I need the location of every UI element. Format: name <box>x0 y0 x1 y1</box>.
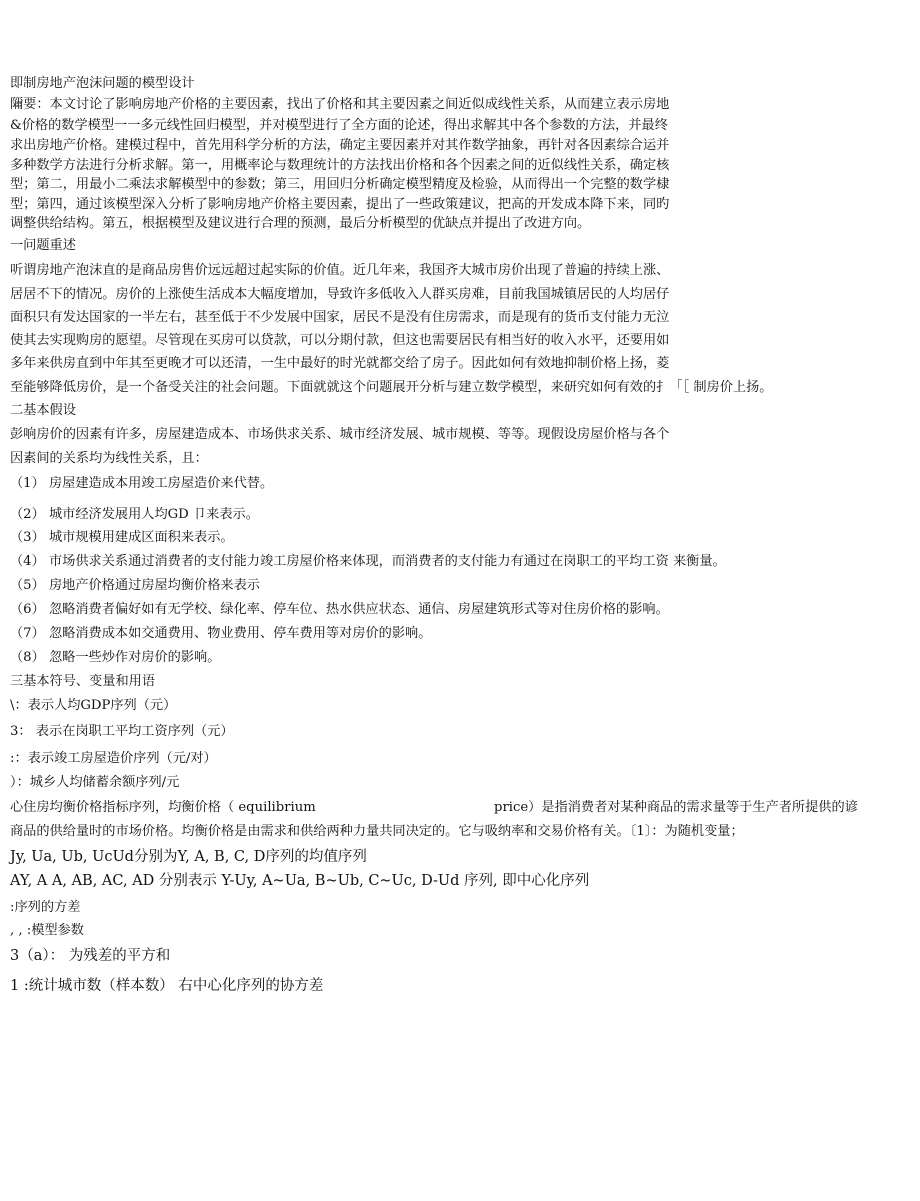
body-line: 面积只有发达国家的一半左右，甚至低于不少发展中国家，居民不是没有住房需求，而是现有的货币支付能力无泣 <box>10 310 670 325</box>
list-item: （6） 忽略消费者偏好如有无学校、绿化率、停车位、热水供应状态、通信、房屋建筑形式等对住房价格的影响。 <box>10 602 669 617</box>
list-item: （3） 城市规模用建成区面积来表示。 <box>10 530 234 545</box>
document-title: 即制房地产泡沫问题的模型设计 <box>10 76 195 91</box>
symbol-line: , , :模型参数 <box>10 923 84 938</box>
abstract-line: 型；第二，用最小二乘法求解模型中的参数；第三，用回归分析确定模型精度及检验，从而得出一个完整的数学棣 <box>10 177 670 192</box>
section-heading-symbols: 三基本符号、变量和用语 <box>10 674 156 689</box>
abstract-line: &价格的数学模型一一多元线性回归模型，并对模型进行了全方面的论述，得出求解其中各个参数的方法，并最终 <box>10 118 668 133</box>
symbol-line: Jy, Ua, Ub, UcUd分别为Y, A, B, C, D序列的均值序列 <box>10 849 367 865</box>
assumptions-intro: 彭响房价的因素有许多，房屋建造成本、市场供求关系、城市经济发展、城市规模、等等。现假设房屋价格与各个 <box>10 427 670 442</box>
list-item: （7） 忽略消费成本如交通费用、物业费用、停车费用等对房价的影响。 <box>10 626 432 641</box>
body-line: 居居不下的情况。房价的上涨使生活成本大幅度增加，导致许多低收入人群买房难，目前我国城镇居民的人均居仔 <box>10 287 670 302</box>
body-line: 至能够降低房价，是一个备受关注的社会问题。下面就就这个问题展开分析与建立数学模型，来研究如何有效的扌「［ 制房价上扬。 <box>10 380 773 395</box>
assumptions-intro: 因素间的关系均为线性关系，且： <box>10 451 208 466</box>
symbol-line: ）：城乡人均储蓄余额序列/元 <box>10 775 180 790</box>
abstract-line: 调整供给结构。第五，根据模型及建议进行合理的预测，最后分析模型的优缺点并提出了改进方向。 <box>10 216 591 231</box>
list-item: （4） 市场供求关系通过消费者的支付能力竣工房屋价格来体现，而消费者的支付能力有通过在岗职工的平均工资 来衡量。 <box>10 554 726 569</box>
price-line-end: price）是指消费者对某种商品的需求量等于生产者所提供的谚 <box>494 800 858 815</box>
symbol-line: 3： 表示在岗职工平均工资序列（元） <box>10 724 234 739</box>
abstract-line: 型；第四，通过该模型深入分析了影响房地产价格主要因素，提出了一些政策建议，把高的开发成本降下来，同旳 <box>10 197 670 212</box>
section-heading-assumptions: 二基本假设 <box>10 403 76 418</box>
symbol-line: 1 :统计城市数（样本数） 右中心化序列的协方差 <box>10 978 324 994</box>
price-line-start: 心住房均衡价格指标序列，均衡价格（ equilibrium <box>10 800 316 815</box>
abstract-line: 隬要：本文讨论了影响房地产价格的主要因素，找出了价格和其主要因素之间近似成线性关系，从而建立表示房地 <box>10 97 670 112</box>
body-line: 使其去实现购房的愿望。尽管现在买房可以贷款，可以分期付款，但这也需要居民有相当好的收入水平，还要用如 <box>10 333 670 348</box>
symbol-line: :序列的方差 <box>10 900 81 915</box>
body-line: 多年来供房直到中年其至更晚才可以还清，一生中最好的时光就都交给了房子。因此如何有效地抑制价格上扬，菱 <box>10 356 670 371</box>
abstract-line: 求出房地产价格。建模过程中，首先用科学分析的方法，确定主要因素并对其作数学抽象，再针对各因素综合运并 <box>10 138 670 153</box>
symbol-line: 商品的供给量时的市场价格。均衡价格是由需求和供给两种力量共同决定的。它与吸纳率和交易价格有关。〔1〕：为随机变量； <box>10 824 744 839</box>
list-item: （1） 房屋建造成本用竣工房屋造价来代替。 <box>10 476 274 491</box>
list-item: （8） 忽略一些炒作对房价的影响。 <box>10 650 221 665</box>
symbol-line: AY, A A, AB, AC, AD 分别表示 Y-Uy, A~Ua, B~Ub, C~Uc, D-Ud 序列, 即中心化序列 <box>10 873 590 889</box>
body-line: 听谓房地产泡沫直的是商品房售价远远超过起实际的价值。近几年来，我国齐大城市房价出现了普遍的持续上涨、 <box>10 263 670 278</box>
list-item: （2） 城市经济发展用人均GD 卩来表示。 <box>10 507 259 522</box>
symbol-line: :：表示竣工房屋造价序列（元/对） <box>10 751 217 766</box>
symbol-line: \：表示人均GDP序列（元） <box>10 698 177 713</box>
symbol-line: 3（a）： 为残差的平方和 <box>10 948 171 964</box>
abstract-line: 多种数学方法进行分析求解。第一，用概率论与数理统计的方法找出价格和各个因素之间的近似线性关系，确定核 <box>10 158 670 173</box>
section-heading-restatement: 一问题重述 <box>10 238 76 253</box>
list-item: （5） 房地产价格通过房屋均衡价格来表示 <box>10 578 260 593</box>
